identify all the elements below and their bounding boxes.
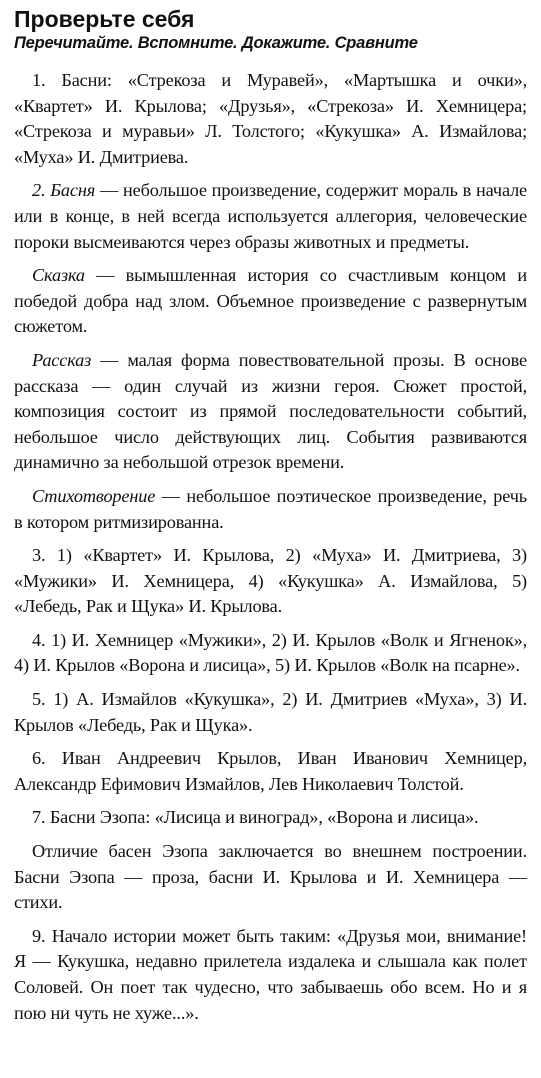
paragraph-text: 6. Иван Андреевич Крылов, Иван Иванович Хемницер, Александр Ефимович Измайлов, Лев Николаевич Толстой. <box>14 748 527 794</box>
paragraph-term: Сказка <box>32 265 85 286</box>
paragraph-text: 1. Басни: «Стрекоза и Муравей», «Мартышка и очки», «Квартет» И. Крылова; «Друзья», «Стрекоза» И. Хемницера; «Стрекоза и муравьи» Л. Толстого; «Кукушка» А. Измайлова; «Муха» И. Дмитриева. <box>14 70 527 167</box>
paragraph-text: — небольшое поэтическое произведение, речь в котором ритмизированна. <box>14 485 527 532</box>
paragraph <box>14 543 527 620</box>
paragraph <box>14 746 527 797</box>
paragraph-text: 3. 1) «Квартет» И. Крылова, 2) «Муха» И. Дмитриева, 3) «Мужики» И. Хемницера, 4) «Кукушка» А. Измайлова, 5) «Лебедь, Рак и Щука» И. Крылова. <box>14 545 527 617</box>
paragraph-text: Отличие басен Эзопа заключается во внешнем построении. Басни Эзопа — проза, басни И. Крылова и И. Хемницера — стихи. <box>14 841 527 913</box>
paragraph <box>14 348 527 476</box>
paragraph <box>14 805 527 831</box>
paragraph-text: 4. 1) И. Хемницер «Мужики», 2) И. Крылов «Волк и Ягненок», 4) И. Крылов «Ворона и лисица», 5) И. Крылов «Волк на псарне». <box>14 629 527 676</box>
paragraph-text: — малая форма повествовательной прозы. В основе рассказа — один случай из жизни героя. Сюжет простой, композиция состоит из прямой последовательности событий, небольшое число действующих лиц. События развиваются динамично за небольшой отрезок времени. <box>14 349 527 473</box>
paragraph <box>14 628 527 679</box>
page-title: Проверьте себя <box>14 6 195 32</box>
paragraph <box>14 687 527 738</box>
paragraph <box>14 178 527 255</box>
paragraph <box>14 839 527 916</box>
paragraph <box>14 68 527 170</box>
paragraph <box>14 263 527 340</box>
paragraph-term: Рассказ <box>32 349 92 370</box>
paragraph-text: 7. Басни Эзопа: «Лисица и виноград», «Ворона и лисица». <box>32 807 479 828</box>
paragraph <box>14 924 527 1026</box>
paragraph-text: — небольшое произведение, содержит мораль в начале или в конце, в ней всегда используется аллегория, человеческие пороки высмеиваются через образы животных и предметы. <box>14 180 528 252</box>
paragraph <box>14 484 527 535</box>
paragraph-text: — вымышленная история со счастливым концом и победой добра над злом. Объемное произведение с развернутым сюжетом. <box>14 265 527 337</box>
paragraph-text: 9. Начало истории может быть таким: «Друзья мои, внимание! Я — Кукушка, недавно прилетела издалека и слышала как полет Соловей. Он поет так чудесно, что забываешь обо всем. Но и я пою ни чуть не хуже...». <box>14 925 527 1023</box>
paragraph-term: 2. Басня <box>32 180 96 201</box>
paragraph-term: Стихотворение <box>32 485 156 506</box>
page-subtitle: Перечитайте. Вспомните. Докажите. Сравните <box>14 34 418 52</box>
answers-content <box>14 68 527 1026</box>
paragraph-text: 5. 1) А. Измайлов «Кукушка», 2) И. Дмитриев «Муха», 3) И. Крылов «Лебедь, Рак и Щука». <box>14 689 527 735</box>
